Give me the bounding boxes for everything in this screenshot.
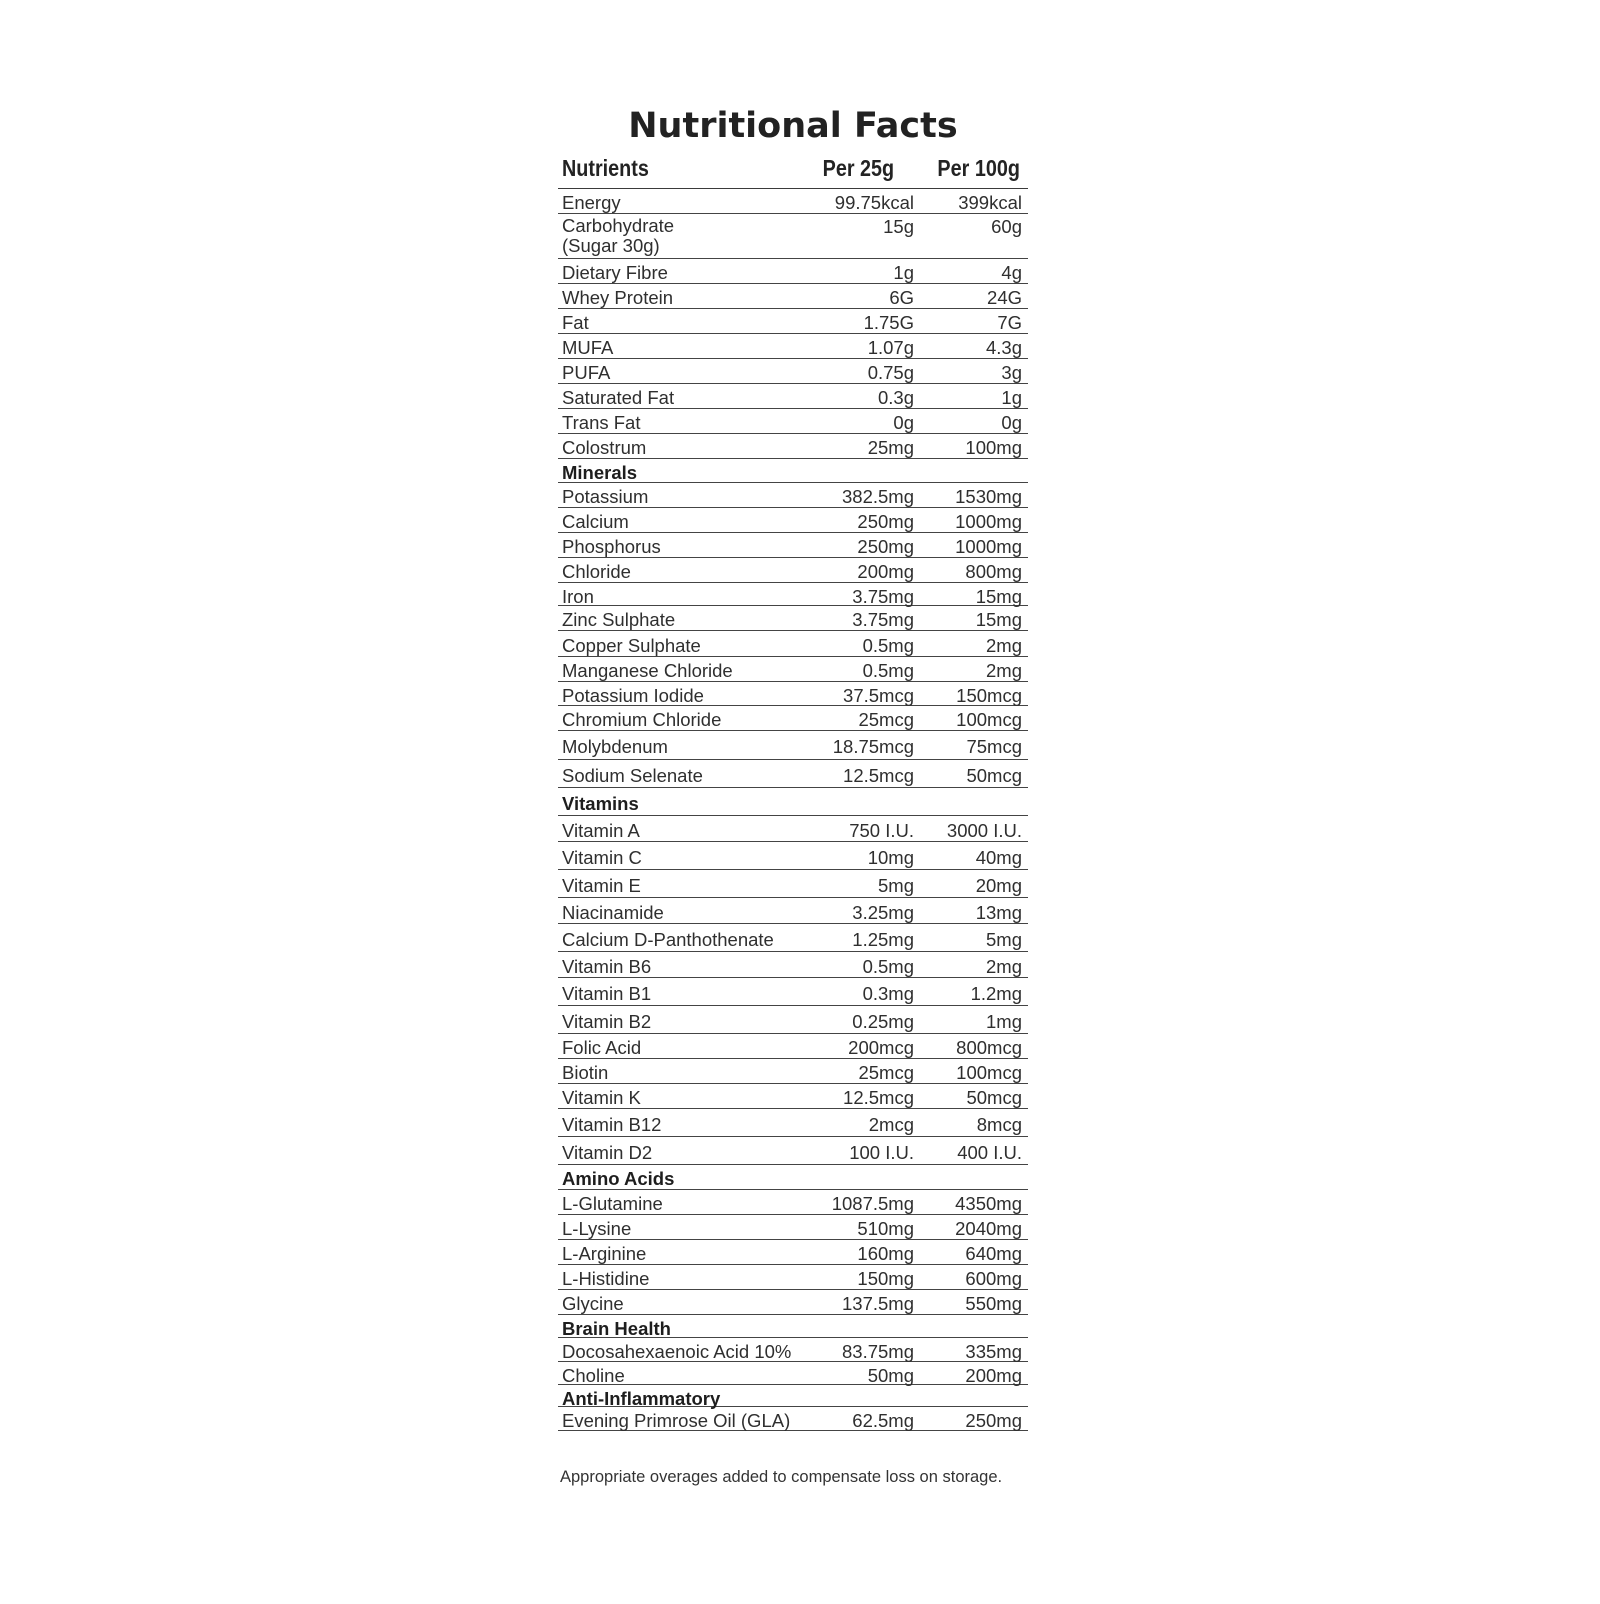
value-per-25g: 150mg (857, 1268, 914, 1289)
nutrient-name: Calcium (562, 511, 629, 532)
table-row (558, 384, 1028, 409)
value-per-100g: 4350mg (955, 1193, 1022, 1214)
nutrient-name: Molybdenum (562, 736, 668, 757)
section-header (558, 1385, 1028, 1407)
value-per-25g: 25mcg (858, 709, 914, 730)
nutrient-name: Vitamin C (562, 847, 642, 868)
table-row (558, 1109, 1028, 1137)
value-per-25g: 12.5mcg (843, 1087, 914, 1108)
nutrient-name: Chloride (562, 561, 631, 582)
value-per-25g: 382.5mg (842, 486, 914, 507)
value-per-100g: 100mcg (956, 709, 1022, 730)
table-row (558, 483, 1028, 508)
value-per-100g: 13mg (975, 902, 1022, 923)
value-per-100g: 40mg (975, 847, 1022, 868)
value-per-25g: 2mcg (868, 1114, 914, 1135)
value-per-25g: 3.75mg (852, 586, 914, 607)
page-title: Nutritional Facts (628, 106, 958, 146)
value-per-100g: 800mcg (956, 1037, 1022, 1058)
value-per-100g: 1530mg (955, 486, 1022, 507)
nutrient-name: Iron (562, 586, 594, 607)
value-per-100g: 50mcg (966, 1087, 1022, 1108)
table-row (558, 1290, 1028, 1315)
table-row (558, 1190, 1028, 1215)
value-per-100g: 800mg (965, 561, 1022, 582)
value-per-100g: 2mg (986, 956, 1022, 977)
value-per-25g: 15g (883, 216, 914, 237)
value-per-25g: 0.5mg (862, 635, 914, 656)
value-per-100g: 2mg (986, 635, 1022, 656)
table-row (558, 731, 1028, 760)
value-per-25g: 62.5mg (852, 1410, 914, 1431)
table-row (558, 1006, 1028, 1034)
nutrient-name: Docosahexaenoic Acid 10% (562, 1341, 792, 1362)
nutrient-name: Fat (562, 312, 589, 333)
value-per-25g: 0.3mg (862, 983, 914, 1004)
value-per-100g: 550mg (965, 1293, 1022, 1314)
nutrient-name: Trans Fat (562, 412, 641, 433)
value-per-25g: 0g (893, 412, 914, 433)
value-per-25g: 18.75mcg (832, 736, 914, 757)
value-per-100g: 5mg (986, 929, 1022, 950)
table-row (558, 1084, 1028, 1109)
value-per-100g: 400 I.U. (957, 1142, 1022, 1163)
value-per-100g: 4g (1001, 262, 1022, 283)
nutrient-name: Manganese Chloride (562, 660, 733, 681)
value-per-25g: 0.5mg (862, 660, 914, 681)
nutrient-name: Chromium Chloride (562, 709, 722, 730)
table-row (558, 682, 1028, 706)
header-per-100g: Per 100g (937, 155, 1020, 181)
nutrient-name-line1: Carbohydrate (562, 215, 675, 236)
nutrient-name: MUFA (562, 337, 614, 358)
value-per-25g: 5mg (878, 875, 914, 896)
value-per-25g: 1.25mg (852, 929, 914, 950)
value-per-100g: 15mg (975, 586, 1022, 607)
table-row (558, 1240, 1028, 1265)
table-row (558, 309, 1028, 334)
nutrient-name: Vitamin D2 (562, 1142, 653, 1163)
value-per-25g: 137.5mg (842, 1293, 914, 1314)
table-row (558, 606, 1028, 631)
value-per-100g: 250mg (965, 1410, 1022, 1431)
table-row (558, 1034, 1028, 1059)
value-per-25g: 250mg (857, 536, 914, 557)
nutrient-name (562, 216, 674, 256)
table-row (558, 284, 1028, 309)
value-per-100g: 50mcg (966, 765, 1022, 786)
section-label: Vitamins (562, 793, 639, 814)
value-per-100g: 8mcg (976, 1114, 1022, 1135)
table-row (558, 631, 1028, 657)
value-per-25g: 100 I.U. (849, 1142, 914, 1163)
value-per-25g: 250mg (857, 511, 914, 532)
value-per-100g: 200mg (965, 1365, 1022, 1386)
nutrient-name: Sodium Selenate (562, 765, 703, 786)
nutrient-name: Vitamin E (562, 875, 641, 896)
table-row (558, 558, 1028, 583)
value-per-100g: 1g (1001, 387, 1022, 408)
nutrient-name: Potassium (562, 486, 649, 507)
nutrient-name: Copper Sulphate (562, 635, 701, 656)
table-row (558, 657, 1028, 682)
table-row (558, 978, 1028, 1006)
table-row (558, 760, 1028, 788)
value-per-100g: 399kcal (958, 192, 1022, 213)
value-per-100g: 100mcg (956, 1062, 1022, 1083)
section-header (558, 459, 1028, 483)
table-row (558, 508, 1028, 533)
value-per-25g: 1.75G (863, 312, 914, 333)
value-per-25g: 99.75kcal (834, 192, 914, 213)
value-per-100g: 1000mg (955, 511, 1022, 532)
nutrient-name: Saturated Fat (562, 387, 675, 408)
value-per-100g: 1.2mg (970, 983, 1022, 1004)
nutrient-name: Vitamin B12 (562, 1114, 662, 1135)
nutrient-name: Folic Acid (562, 1037, 642, 1058)
table-row (558, 1362, 1028, 1385)
table-row (558, 1265, 1028, 1290)
value-per-100g: 60g (991, 216, 1022, 237)
nutrient-name: L-Histidine (562, 1268, 650, 1289)
value-per-25g: 10mg (867, 847, 914, 868)
header-nutrients: Nutrients (562, 155, 649, 181)
nutrient-name: Vitamin A (562, 820, 640, 841)
nutrient-name: Colostrum (562, 437, 647, 458)
value-per-25g: 3.75mg (852, 609, 914, 630)
nutrient-name: Energy (562, 192, 621, 213)
nutrient-name: Zinc Sulphate (562, 609, 676, 630)
table-row (558, 816, 1028, 842)
value-per-100g: 0g (1001, 412, 1022, 433)
nutrient-name: Choline (562, 1365, 625, 1386)
nutrition-table (558, 188, 1028, 1431)
table-row (558, 952, 1028, 978)
nutrient-name-line2: (Sugar 30g) (562, 235, 660, 256)
value-per-25g: 1g (893, 262, 914, 283)
nutrient-name: Vitamin B6 (562, 956, 652, 977)
nutrient-name: Vitamin B2 (562, 1011, 652, 1032)
nutrient-name: Glycine (562, 1293, 624, 1314)
value-per-25g: 0.75g (867, 362, 914, 383)
section-header (558, 788, 1028, 816)
table-row (558, 533, 1028, 558)
value-per-100g: 150mcg (956, 685, 1022, 706)
section-label: Anti-Inflammatory (562, 1388, 721, 1409)
value-per-25g: 510mg (857, 1218, 914, 1239)
value-per-25g: 160mg (857, 1243, 914, 1264)
table-row (558, 1137, 1028, 1165)
table-row (558, 359, 1028, 384)
table-row (558, 259, 1028, 284)
section-label: Minerals (562, 462, 638, 483)
nutrient-name: Phosphorus (562, 536, 661, 557)
value-per-25g: 1087.5mg (831, 1193, 914, 1214)
table-row (558, 434, 1028, 459)
value-per-100g: 15mg (975, 609, 1022, 630)
table-row (558, 409, 1028, 434)
table-row (558, 1059, 1028, 1084)
table-row (558, 898, 1028, 924)
nutrient-name: PUFA (562, 362, 611, 383)
table-header (558, 148, 1028, 189)
value-per-100g: 100mg (965, 437, 1022, 458)
nutrient-name: Calcium D-Panthothenate (562, 929, 774, 950)
table-row (558, 1215, 1028, 1240)
value-per-25g: 1.07g (867, 337, 914, 358)
table-row (558, 924, 1028, 952)
value-per-25g: 37.5mcg (843, 685, 914, 706)
value-per-100g: 1mg (986, 1011, 1022, 1032)
table-row (558, 842, 1028, 870)
value-per-100g: 4.3g (985, 337, 1022, 358)
value-per-25g: 0.25mg (852, 1011, 914, 1032)
table-row (558, 334, 1028, 359)
value-per-25g: 50mg (867, 1365, 914, 1386)
value-per-25g: 200mcg (848, 1037, 914, 1058)
nutrient-name: Whey Protein (562, 287, 674, 308)
section-label: Brain Health (562, 1318, 671, 1339)
value-per-100g: 335mg (965, 1341, 1022, 1362)
value-per-100g: 2040mg (955, 1218, 1022, 1239)
value-per-100g: 1000mg (955, 536, 1022, 557)
value-per-25g: 12.5mcg (843, 765, 914, 786)
nutrient-name: L-Lysine (562, 1218, 632, 1239)
table-row (558, 870, 1028, 898)
table-row (558, 188, 1028, 214)
table-row (558, 1338, 1028, 1362)
nutrient-name: Potassium Iodide (562, 685, 704, 706)
value-per-100g: 600mg (965, 1268, 1022, 1289)
header-per-25g: Per 25g (822, 155, 894, 181)
nutrient-name: L-Arginine (562, 1243, 647, 1264)
nutrient-name: L-Glutamine (562, 1193, 663, 1214)
value-per-100g: 24G (987, 287, 1022, 308)
nutrient-name: Niacinamide (562, 902, 664, 923)
value-per-25g: 200mg (857, 561, 914, 582)
nutrient-name: Biotin (562, 1062, 609, 1083)
value-per-25g: 25mg (867, 437, 914, 458)
value-per-100g: 75mcg (966, 736, 1022, 757)
section-header (558, 1315, 1028, 1338)
table-row (558, 1407, 1028, 1431)
value-per-100g: 2mg (986, 660, 1022, 681)
nutrient-name: Dietary Fibre (562, 262, 668, 283)
value-per-100g: 3g (1001, 362, 1022, 383)
value-per-25g: 0.5mg (862, 956, 914, 977)
value-per-100g: 640mg (965, 1243, 1022, 1264)
table-row (558, 706, 1028, 731)
value-per-25g: 750 I.U. (849, 820, 914, 841)
value-per-25g: 0.3g (877, 387, 914, 408)
value-per-100g: 7G (997, 312, 1022, 333)
value-per-25g: 83.75mg (842, 1341, 914, 1362)
table-row (558, 214, 1028, 259)
nutrient-name: Vitamin B1 (562, 983, 652, 1004)
value-per-25g: 6G (889, 287, 914, 308)
nutrient-name: Vitamin K (562, 1087, 641, 1108)
value-per-25g: 25mcg (858, 1062, 914, 1083)
section-header (558, 1165, 1028, 1190)
footnote: Appropriate overages added to compensate loss on storage. (560, 1468, 1003, 1486)
value-per-100g: 20mg (975, 875, 1022, 896)
value-per-25g: 3.25mg (852, 902, 914, 923)
section-label: Amino Acids (562, 1168, 675, 1189)
nutrient-name: Evening Primrose Oil (GLA) (562, 1410, 791, 1431)
value-per-100g: 3000 I.U. (946, 820, 1022, 841)
table-row (558, 583, 1028, 606)
